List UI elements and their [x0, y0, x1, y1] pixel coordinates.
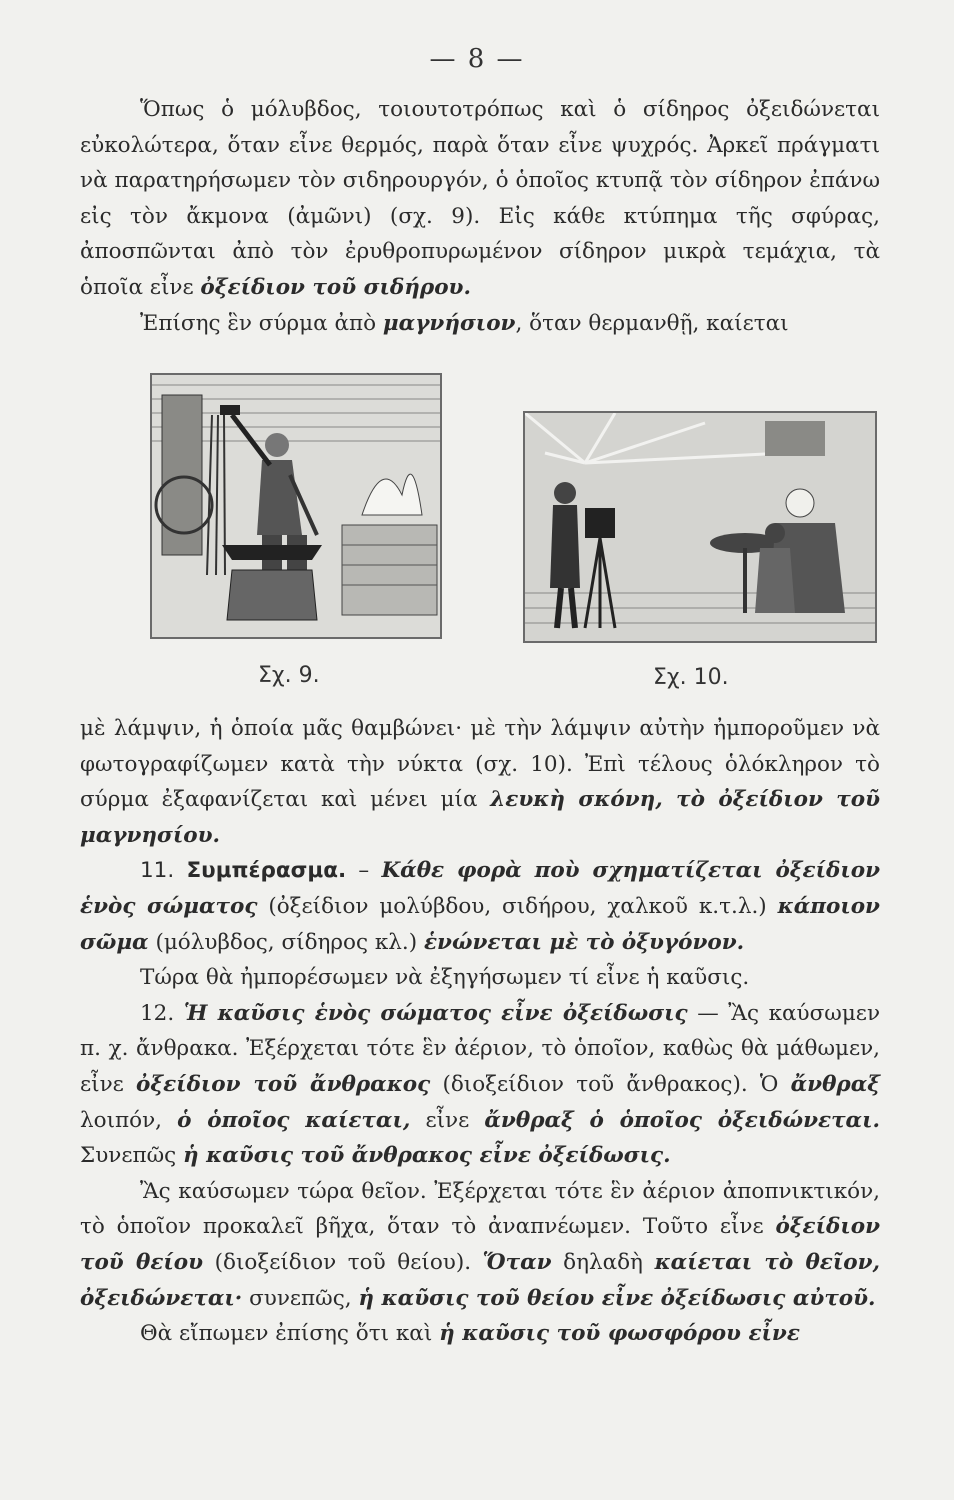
section-12-bold-c: ὁ ὁποῖος καίεται,: [177, 1107, 411, 1133]
para6-bold: ἡ καῦσις τοῦ φωσφόρου εἶνε: [439, 1321, 800, 1347]
paragraph-phosphorus: [80, 1316, 880, 1352]
para3-text: μὲ λάμψιν, ἡ ὁποία μᾶς θαμβώνει· μὲ τὴν λάμψιν αὐτὴν ἠμποροῦμεν νὰ φωτογραφίζωμεν κατὰ τὴν νύκτα (σχ. 10). Ἐπὶ τέλους ὁλόκληρον τὸ σύρμα ἐξαφανίζεται καὶ μένει μία: [80, 716, 880, 813]
para5-text-d: συνεπῶς,: [242, 1285, 359, 1311]
paragraph-magnesium: [80, 306, 880, 342]
para1-text: Ὅπως ὁ μόλυβδος, τοιουτοτρόπως καὶ ὁ σίδηρος ὀξειδώνεται εὐκολώτερα, ὅταν εἶνε θερμός, παρὰ ὅταν εἶνε ψυχρός. Ἀρκεῖ πράγματι νὰ παρατηρήσωμεν τὸν σιδηρουργόν, ὁ ὁποῖος κτυπᾷ τὸν σίδηρον ἐπάνω εἰς τὸν ἄκμονα (ἀμῶνι) (σχ. 9). Εἰς κάθε κτύπημα τῆς σφύρας, ἀποσπῶνται ἀπὸ τὸν ἐρυθροπυρωμένον σίδηρον μικρὰ τεμάχια, τὰ ὁποῖα εἶνε: [80, 97, 880, 300]
section-11-title: Συμπέρασμα.: [186, 858, 347, 884]
section-11-text-b: (μόλυβδος, σίδηρος κλ.): [148, 929, 424, 955]
section-12-text-e: Συνεπῶς: [80, 1143, 184, 1169]
para5-bold-c: καίεται τὸ θεῖον, ὀξειδώνεται·: [80, 1249, 880, 1311]
figure-9-blacksmith: [150, 373, 442, 639]
text-block-top: [80, 92, 880, 341]
para5-bold-a: ὀξείδιον τοῦ θείου: [80, 1214, 880, 1275]
section-12-bold-e: ἡ καῦσις τοῦ ἄνθρακος εἶνε ὀξείδωσις.: [183, 1143, 671, 1169]
photography-illustration: [525, 413, 875, 641]
para2-bold: μαγνήσιον: [382, 310, 516, 336]
figure-10-caption: Σχ. 10.: [653, 665, 729, 690]
section-12-bold-b: ἄνθραξ: [790, 1071, 881, 1097]
para5-text-a: Ἂς καύσωμεν τώρα θεῖον. Ἐξέρχεται τότε ἓν ἀέριον ἀποπνικτικόν, τὸ ὁποῖον προκαλεῖ βῆχα, ὅταν τὸ ἀναπνέωμεν. Τοῦτο εἶνε: [80, 1178, 880, 1240]
para5-text-b: (διοξείδιον τοῦ θείου).: [203, 1249, 483, 1275]
page-number: — 8 —: [429, 44, 525, 74]
section-11-bold-c: ἑνώνεται μὲ τὸ ὀξυγόνον.: [423, 929, 745, 955]
para5-text-c: δηλαδὴ: [551, 1249, 655, 1275]
figure-9-caption: Σχ. 9.: [258, 663, 320, 688]
section-12-number: 12.: [140, 1000, 175, 1026]
paragraph-explain-combustion: Τώρα θὰ ἠμπορέσωμεν νὰ ἐξηγήσωμεν τί εἶνε ἡ καῦσις.: [140, 965, 750, 991]
para3-bold: λευκὴ σκόνη, τὸ ὀξείδιον τοῦ μαγνησίου.: [80, 787, 880, 848]
section-11-text-a: (ὀξείδιον μολύβδου, σιδήρου, χαλκοῦ κ.τ.λ.): [257, 893, 778, 919]
figure-10-photography: [523, 411, 877, 643]
paragraph-sulfur: [80, 1174, 880, 1316]
paragraph-iron-oxidation: [80, 92, 880, 306]
section-12-text-a: — Ἂς καύσωμεν π. χ. ἄνθρακα. Ἐξέρχεται τότε ἓν ἀέριον, τὸ ὁποῖον, καθὼς θὰ μάθωμεν, εἶνε: [80, 1000, 881, 1097]
section-11-bold-a: Κάθε φορὰ ποὺ σχηματίζεται ὀξείδιον ἑνὸς σώματος: [80, 858, 880, 919]
section-12-text-b: (διοξείδιον τοῦ ἄνθρακος). Ὁ: [430, 1071, 791, 1097]
para2-text-a: Ἐπίσης ἓν σύρμα ἀπὸ: [140, 310, 383, 336]
section-12-bold-a: ὀξείδιον τοῦ ἄνθρακος: [136, 1071, 431, 1097]
section-11-dash: –: [346, 858, 382, 884]
paragraph-magnesium-cont: [80, 711, 880, 853]
section-11-conclusion: [80, 853, 880, 960]
section-12-title: Ἡ καῦσις ἑνὸς σώματος εἶνε ὀξείδωσις: [183, 1000, 688, 1026]
section-12-combustion: [80, 996, 880, 1174]
section-12-bold-d: ἄνθραξ ὁ ὁποῖος ὀξειδώνεται.: [484, 1107, 880, 1133]
para1-bold: ὀξείδιον τοῦ σιδήρου.: [200, 274, 471, 300]
blacksmith-illustration: [152, 375, 440, 637]
para5-bold-d: ἡ καῦσις τοῦ θείου εἶνε ὀξείδωσις αὐτοῦ.: [358, 1285, 876, 1311]
para2-text-b: , ὅταν θερμανθῇ, καίεται: [515, 310, 789, 336]
para6-text: Θὰ εἴπωμεν ἐπίσης ὅτι καὶ: [140, 1321, 440, 1347]
section-12-text-d: εἶνε: [410, 1107, 485, 1133]
section-12-text-c: λοιπόν,: [80, 1107, 178, 1133]
para5-bold-b: Ὅταν: [482, 1249, 552, 1275]
section-11-bold-b: κάποιον σῶμα: [80, 893, 880, 955]
section-11-number: 11.: [140, 858, 175, 884]
text-block-bottom: [80, 711, 880, 1352]
